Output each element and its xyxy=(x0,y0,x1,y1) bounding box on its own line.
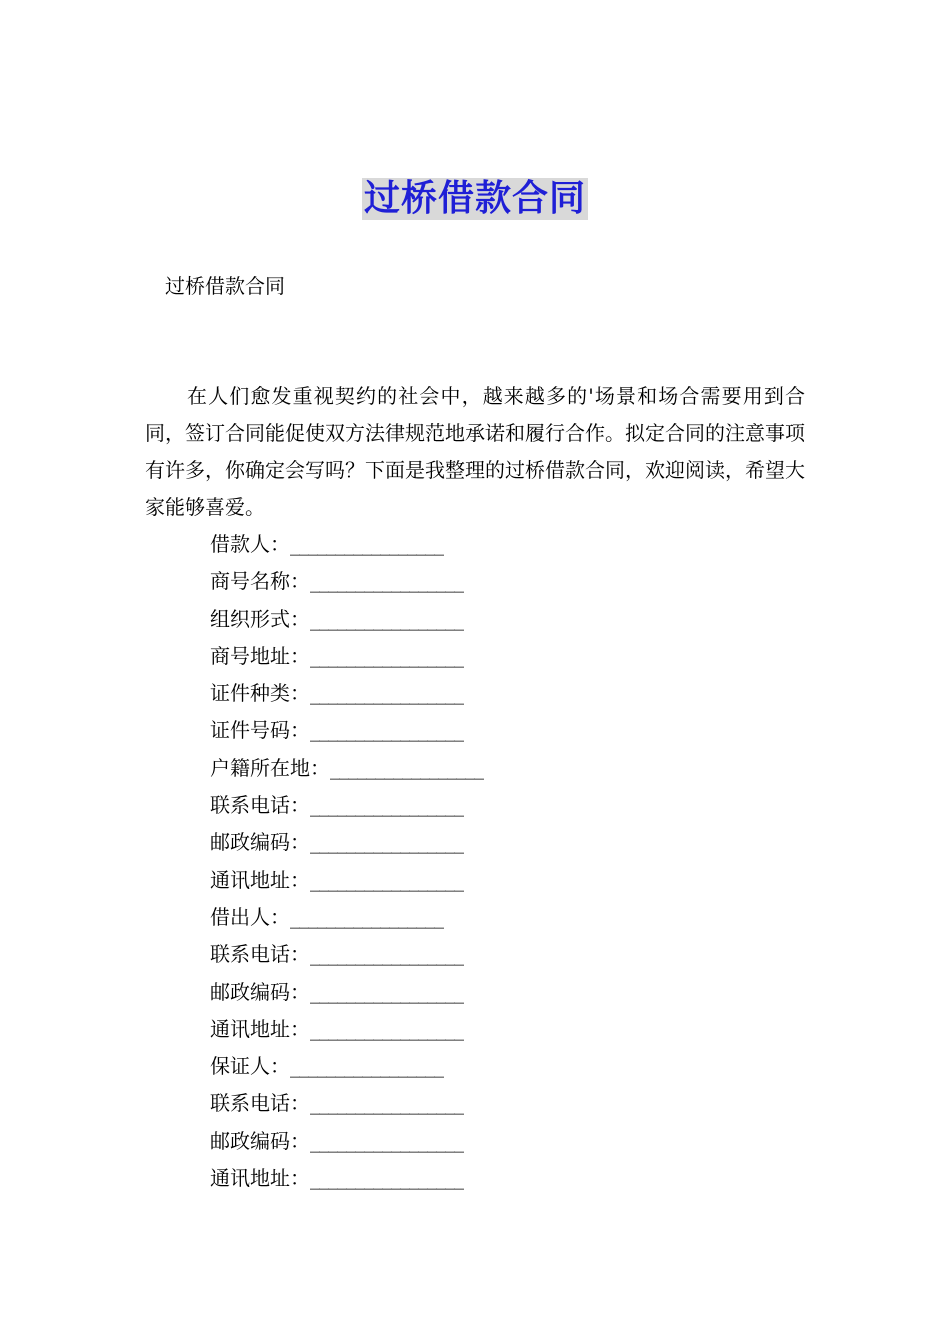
form-field-row xyxy=(210,974,483,1011)
field-label: 商号名称： xyxy=(210,569,310,594)
form-field-row xyxy=(210,526,483,563)
form-field-row xyxy=(210,824,483,861)
field-blank-line: _________________ xyxy=(310,942,463,967)
form-field-row xyxy=(210,936,483,973)
field-label: 商号地址： xyxy=(210,643,310,668)
field-blank-line: _________________ xyxy=(290,532,443,556)
field-label: 证件种类： xyxy=(210,681,310,706)
field-label: 组织形式： xyxy=(210,606,310,631)
form-field-row xyxy=(210,601,483,638)
field-blank-line: _________________ xyxy=(310,979,463,1004)
form-field-row xyxy=(210,787,483,824)
field-blank-line: _________________ xyxy=(310,681,463,706)
form-field-row xyxy=(210,638,483,675)
contract-party-fields xyxy=(210,526,483,1197)
field-label: 借出人： xyxy=(210,904,290,929)
field-blank-line: _________________ xyxy=(310,643,463,668)
field-blank-line: _________________ xyxy=(330,755,483,780)
field-label: 通讯地址： xyxy=(210,1016,310,1041)
field-label: 联系电话： xyxy=(210,942,310,967)
form-field-row xyxy=(210,1160,483,1197)
form-field-row xyxy=(210,1048,483,1085)
field-label: 通讯地址： xyxy=(210,1166,310,1191)
field-blank-line: _________________ xyxy=(310,718,463,743)
field-label: 联系电话： xyxy=(210,1091,310,1116)
field-label: 户籍所在地： xyxy=(210,755,330,780)
field-label: 邮政编码： xyxy=(210,979,310,1004)
field-label: 借款人： xyxy=(210,532,290,556)
field-label: 证件号码： xyxy=(210,718,310,743)
field-blank-line: _________________ xyxy=(310,1128,463,1153)
field-blank-line: _________________ xyxy=(310,1166,463,1191)
form-field-row xyxy=(210,862,483,899)
field-blank-line: _________________ xyxy=(310,606,463,631)
form-field-row xyxy=(210,563,483,600)
field-label: 通讯地址： xyxy=(210,867,310,892)
form-field-row xyxy=(210,1011,483,1048)
form-field-row xyxy=(210,1123,483,1160)
field-label: 邮政编码： xyxy=(210,830,310,855)
form-field-row xyxy=(210,750,483,787)
field-label: 保证人： xyxy=(210,1054,290,1079)
field-blank-line: _________________ xyxy=(310,569,463,594)
intro-paragraph: 在人们愈发重视契约的社会中，越来越多的'场景和场合需要用到合同，签订合同能促使双方法律规范地承诺和履行合作。拟定合同的注意事项有许多，你确定会写吗？下面是我整理的过桥借款合同，欢迎阅读，希望大家能够喜爱。 xyxy=(145,384,805,519)
field-blank-line: _________________ xyxy=(290,1054,443,1079)
document-subtitle: 过桥借款合同 xyxy=(165,274,285,298)
form-field-row xyxy=(210,712,483,749)
document-title: 过桥借款合同 xyxy=(363,178,586,219)
field-blank-line: _________________ xyxy=(310,1091,463,1116)
field-blank-line: _________________ xyxy=(310,867,463,892)
title-container xyxy=(0,178,950,220)
form-field-row xyxy=(210,1085,483,1122)
field-blank-line: _________________ xyxy=(310,1016,463,1041)
field-blank-line: _________________ xyxy=(290,904,443,929)
field-blank-line: _________________ xyxy=(310,830,463,855)
form-field-row xyxy=(210,675,483,712)
field-label: 联系电话： xyxy=(210,793,310,818)
field-blank-line: _________________ xyxy=(310,793,463,818)
field-label: 邮政编码： xyxy=(210,1128,310,1153)
form-field-row xyxy=(210,899,483,936)
